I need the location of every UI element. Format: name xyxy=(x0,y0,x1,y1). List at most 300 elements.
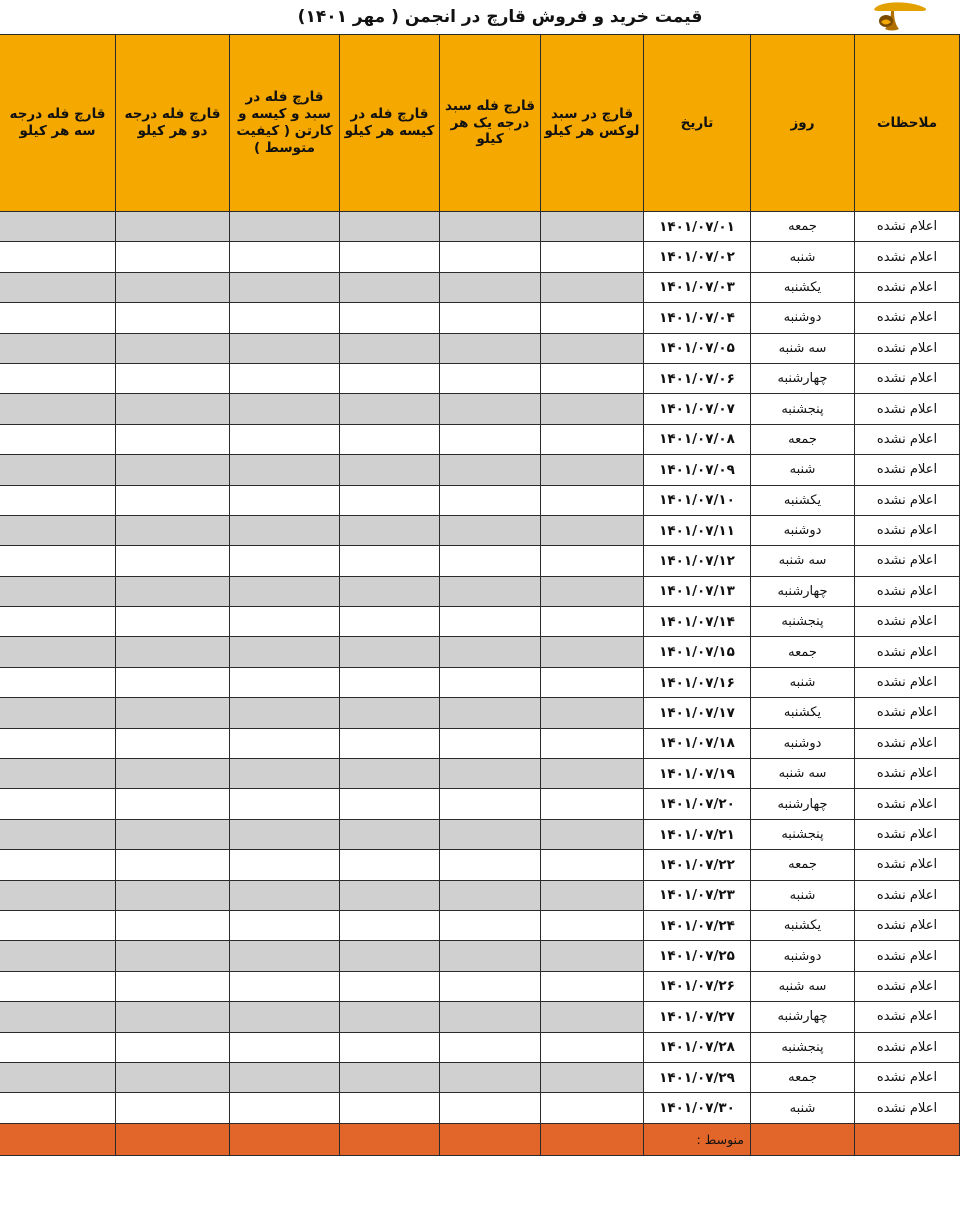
cell-price-luxury-basket xyxy=(541,789,644,819)
cell-price-bulk-grade2 xyxy=(116,424,230,454)
cell-price-bulk-grade3 xyxy=(0,941,116,971)
cell-price-bulk-grade3 xyxy=(0,1032,116,1062)
footer-cell-bulk-grade3 xyxy=(0,1123,116,1155)
cell-notes: اعلام نشده xyxy=(855,546,960,576)
table-footer xyxy=(0,1123,960,1155)
cell-price-bulk-grade3 xyxy=(0,667,116,697)
cell-price-bulk-grade2 xyxy=(116,485,230,515)
cell-price-bulk-grade2 xyxy=(116,667,230,697)
cell-price-bulk-grade2 xyxy=(116,850,230,880)
cell-notes: اعلام نشده xyxy=(855,1032,960,1062)
cell-day: جمعه xyxy=(751,424,855,454)
cell-price-bulk-grade3 xyxy=(0,637,116,667)
table-row xyxy=(0,212,960,242)
cell-day: چهارشنبه xyxy=(751,1002,855,1032)
cell-notes: اعلام نشده xyxy=(855,667,960,697)
cell-price-bulk-grade2 xyxy=(116,242,230,272)
cell-price-bulk-grade3 xyxy=(0,424,116,454)
cell-day: دوشنبه xyxy=(751,728,855,758)
cell-date: ۱۴۰۱/۰۷/۰۸ xyxy=(644,424,751,454)
cell-price-bulk-basket-bag-carton xyxy=(230,303,340,333)
cell-price-bulk-basket-bag-carton xyxy=(230,455,340,485)
cell-day: یکشنبه xyxy=(751,272,855,302)
cell-day: یکشنبه xyxy=(751,698,855,728)
cell-price-luxury-basket xyxy=(541,455,644,485)
cell-price-bulk-grade3 xyxy=(0,759,116,789)
cell-day: پنجشنبه xyxy=(751,607,855,637)
cell-day: شنبه xyxy=(751,667,855,697)
cell-price-bulk-basket-grade1 xyxy=(440,880,541,910)
cell-notes: اعلام نشده xyxy=(855,789,960,819)
cell-price-bulk-basket-grade1 xyxy=(440,1062,541,1092)
table-row xyxy=(0,363,960,393)
cell-price-bulk-grade3 xyxy=(0,546,116,576)
cell-price-bulk-bag xyxy=(340,880,440,910)
cell-price-luxury-basket xyxy=(541,971,644,1001)
cell-date: ۱۴۰۱/۰۷/۰۷ xyxy=(644,394,751,424)
cell-price-bulk-bag xyxy=(340,698,440,728)
cell-price-luxury-basket xyxy=(541,576,644,606)
table-row xyxy=(0,759,960,789)
cell-price-bulk-basket-bag-carton xyxy=(230,212,340,242)
cell-price-bulk-grade2 xyxy=(116,759,230,789)
cell-notes: اعلام نشده xyxy=(855,728,960,758)
cell-price-bulk-basket-bag-carton xyxy=(230,880,340,910)
cell-price-bulk-bag xyxy=(340,728,440,758)
table-row xyxy=(0,455,960,485)
table-row xyxy=(0,667,960,697)
cell-date: ۱۴۰۱/۰۷/۱۰ xyxy=(644,485,751,515)
cell-price-bulk-grade3 xyxy=(0,728,116,758)
average-label: منوسط : xyxy=(644,1123,751,1155)
cell-price-bulk-grade3 xyxy=(0,515,116,545)
cell-price-bulk-bag xyxy=(340,212,440,242)
cell-price-bulk-grade3 xyxy=(0,363,116,393)
cell-price-bulk-basket-grade1 xyxy=(440,607,541,637)
cell-price-bulk-grade3 xyxy=(0,576,116,606)
cell-price-bulk-basket-bag-carton xyxy=(230,515,340,545)
cell-notes: اعلام نشده xyxy=(855,363,960,393)
cell-price-bulk-basket-grade1 xyxy=(440,759,541,789)
table-row xyxy=(0,576,960,606)
cell-price-bulk-grade3 xyxy=(0,394,116,424)
cell-date: ۱۴۰۱/۰۷/۱۶ xyxy=(644,667,751,697)
cell-price-luxury-basket xyxy=(541,1062,644,1092)
table-row xyxy=(0,242,960,272)
cell-price-bulk-grade2 xyxy=(116,1093,230,1123)
footer-cell-notes xyxy=(855,1123,960,1155)
cell-price-luxury-basket xyxy=(541,212,644,242)
cell-price-bulk-basket-bag-carton xyxy=(230,607,340,637)
cell-notes: اعلام نشده xyxy=(855,971,960,1001)
price-table xyxy=(0,34,960,1156)
cell-price-luxury-basket xyxy=(541,759,644,789)
cell-price-bulk-bag xyxy=(340,333,440,363)
cell-price-bulk-basket-grade1 xyxy=(440,272,541,302)
cell-price-bulk-grade2 xyxy=(116,971,230,1001)
table-row xyxy=(0,819,960,849)
cell-day: جمعه xyxy=(751,212,855,242)
cell-price-bulk-basket-bag-carton xyxy=(230,910,340,940)
cell-date: ۱۴۰۱/۰۷/۰۵ xyxy=(644,333,751,363)
table-row xyxy=(0,971,960,1001)
cell-price-luxury-basket xyxy=(541,546,644,576)
cell-date: ۱۴۰۱/۰۷/۳۰ xyxy=(644,1093,751,1123)
cell-price-bulk-bag xyxy=(340,272,440,302)
table-row xyxy=(0,546,960,576)
cell-date: ۱۴۰۱/۰۷/۲۵ xyxy=(644,941,751,971)
cell-price-bulk-basket-grade1 xyxy=(440,667,541,697)
cell-day: پنجشنبه xyxy=(751,394,855,424)
cell-price-bulk-bag xyxy=(340,1002,440,1032)
cell-price-bulk-bag xyxy=(340,759,440,789)
cell-price-bulk-grade3 xyxy=(0,1002,116,1032)
cell-price-bulk-basket-grade1 xyxy=(440,515,541,545)
cell-price-bulk-basket-bag-carton xyxy=(230,728,340,758)
cell-price-bulk-grade3 xyxy=(0,272,116,302)
cell-price-luxury-basket xyxy=(541,880,644,910)
cell-date: ۱۴۰۱/۰۷/۰۶ xyxy=(644,363,751,393)
cell-price-bulk-basket-bag-carton xyxy=(230,576,340,606)
cell-price-bulk-grade3 xyxy=(0,819,116,849)
cell-price-bulk-basket-grade1 xyxy=(440,394,541,424)
cell-day: شنبه xyxy=(751,455,855,485)
cell-price-bulk-bag xyxy=(340,576,440,606)
cell-price-bulk-basket-grade1 xyxy=(440,485,541,515)
cell-price-bulk-basket-grade1 xyxy=(440,455,541,485)
table-header-row xyxy=(0,35,960,212)
cell-day: چهارشنبه xyxy=(751,789,855,819)
cell-date: ۱۴۰۱/۰۷/۰۹ xyxy=(644,455,751,485)
cell-price-bulk-bag xyxy=(340,303,440,333)
cell-day: یکشنبه xyxy=(751,910,855,940)
cell-price-bulk-grade2 xyxy=(116,272,230,302)
cell-price-bulk-basket-grade1 xyxy=(440,789,541,819)
cell-price-bulk-bag xyxy=(340,1032,440,1062)
cell-notes: اعلام نشده xyxy=(855,212,960,242)
cell-day: سه شنبه xyxy=(751,971,855,1001)
cell-notes: اعلام نشده xyxy=(855,515,960,545)
cell-price-bulk-grade2 xyxy=(116,819,230,849)
cell-price-bulk-bag xyxy=(340,819,440,849)
cell-price-bulk-bag xyxy=(340,637,440,667)
table-row xyxy=(0,850,960,880)
cell-notes: اعلام نشده xyxy=(855,485,960,515)
cell-notes: اعلام نشده xyxy=(855,272,960,302)
cell-price-bulk-basket-bag-carton xyxy=(230,667,340,697)
cell-day: دوشنبه xyxy=(751,941,855,971)
table-row xyxy=(0,880,960,910)
cell-price-bulk-basket-bag-carton xyxy=(230,1062,340,1092)
cell-price-bulk-bag xyxy=(340,515,440,545)
cell-price-bulk-basket-bag-carton xyxy=(230,941,340,971)
cell-date: ۱۴۰۱/۰۷/۲۰ xyxy=(644,789,751,819)
cell-price-luxury-basket xyxy=(541,424,644,454)
cell-price-bulk-grade3 xyxy=(0,303,116,333)
cell-price-bulk-basket-bag-carton xyxy=(230,1002,340,1032)
cell-price-bulk-grade2 xyxy=(116,303,230,333)
table-row xyxy=(0,1032,960,1062)
column-header-bulk-grade3: قارچ فله درجه سه هر کیلو xyxy=(0,35,116,212)
cell-notes: اعلام نشده xyxy=(855,880,960,910)
cell-price-bulk-basket-bag-carton xyxy=(230,485,340,515)
cell-price-bulk-basket-bag-carton xyxy=(230,759,340,789)
cell-price-bulk-grade3 xyxy=(0,880,116,910)
cell-date: ۱۴۰۱/۰۷/۱۵ xyxy=(644,637,751,667)
cell-notes: اعلام نشده xyxy=(855,455,960,485)
cell-price-luxury-basket xyxy=(541,394,644,424)
cell-price-bulk-grade2 xyxy=(116,212,230,242)
cell-date: ۱۴۰۱/۰۷/۰۲ xyxy=(644,242,751,272)
cell-price-luxury-basket xyxy=(541,242,644,272)
cell-price-bulk-basket-bag-carton xyxy=(230,546,340,576)
cell-price-luxury-basket xyxy=(541,667,644,697)
cell-date: ۱۴۰۱/۰۷/۱۹ xyxy=(644,759,751,789)
cell-price-bulk-basket-bag-carton xyxy=(230,363,340,393)
cell-notes: اعلام نشده xyxy=(855,941,960,971)
cell-price-bulk-grade3 xyxy=(0,850,116,880)
cell-price-bulk-bag xyxy=(340,607,440,637)
cell-date: ۱۴۰۱/۰۷/۱۱ xyxy=(644,515,751,545)
cell-day: پنجشنبه xyxy=(751,1032,855,1062)
cell-price-bulk-grade2 xyxy=(116,515,230,545)
cell-price-bulk-grade3 xyxy=(0,1062,116,1092)
cell-date: ۱۴۰۱/۰۷/۲۶ xyxy=(644,971,751,1001)
cell-notes: اعلام نشده xyxy=(855,424,960,454)
cell-price-bulk-basket-grade1 xyxy=(440,971,541,1001)
cell-day: دوشنبه xyxy=(751,303,855,333)
cell-notes: اعلام نشده xyxy=(855,910,960,940)
cell-price-bulk-grade2 xyxy=(116,941,230,971)
cell-date: ۱۴۰۱/۰۷/۰۳ xyxy=(644,272,751,302)
cell-date: ۱۴۰۱/۰۷/۱۴ xyxy=(644,607,751,637)
cell-price-bulk-basket-grade1 xyxy=(440,850,541,880)
cell-price-bulk-grade2 xyxy=(116,637,230,667)
column-header-day: روز xyxy=(751,35,855,212)
column-header-notes: ملاحظات xyxy=(855,35,960,212)
cell-date: ۱۴۰۱/۰۷/۲۹ xyxy=(644,1062,751,1092)
average-row xyxy=(0,1123,960,1155)
cell-price-bulk-grade3 xyxy=(0,455,116,485)
cell-price-bulk-grade2 xyxy=(116,1062,230,1092)
cell-price-luxury-basket xyxy=(541,941,644,971)
column-header-bulk-bag: قارچ فله در کیسه هر کیلو xyxy=(340,35,440,212)
column-header-bulk-basket-bag-carton: قارچ فله در سبد و کیسه و کارتن ( کیفیت متوسط ) xyxy=(230,35,340,212)
table-row xyxy=(0,515,960,545)
cell-price-bulk-basket-grade1 xyxy=(440,1002,541,1032)
cell-price-luxury-basket xyxy=(541,303,644,333)
cell-price-luxury-basket xyxy=(541,607,644,637)
cell-price-bulk-grade3 xyxy=(0,971,116,1001)
cell-price-bulk-basket-bag-carton xyxy=(230,1032,340,1062)
cell-price-bulk-basket-grade1 xyxy=(440,819,541,849)
cell-price-bulk-basket-bag-carton xyxy=(230,272,340,302)
cell-price-bulk-basket-grade1 xyxy=(440,1032,541,1062)
cell-notes: اعلام نشده xyxy=(855,333,960,363)
table-row xyxy=(0,1002,960,1032)
cell-notes: اعلام نشده xyxy=(855,759,960,789)
cell-price-bulk-basket-bag-carton xyxy=(230,394,340,424)
cell-date: ۱۴۰۱/۰۷/۰۱ xyxy=(644,212,751,242)
cell-day: چهارشنبه xyxy=(751,363,855,393)
cell-price-luxury-basket xyxy=(541,728,644,758)
cell-price-luxury-basket xyxy=(541,485,644,515)
cell-notes: اعلام نشده xyxy=(855,242,960,272)
cell-price-bulk-grade3 xyxy=(0,242,116,272)
cell-date: ۱۴۰۱/۰۷/۱۲ xyxy=(644,546,751,576)
column-header-bulk-grade2: قارچ فله درجه دو هر کیلو xyxy=(116,35,230,212)
cell-price-luxury-basket xyxy=(541,698,644,728)
cell-price-bulk-bag xyxy=(340,971,440,1001)
cell-price-bulk-grade3 xyxy=(0,212,116,242)
cell-price-bulk-basket-bag-carton xyxy=(230,242,340,272)
cell-price-bulk-basket-grade1 xyxy=(440,576,541,606)
cell-price-bulk-grade2 xyxy=(116,546,230,576)
cell-price-luxury-basket xyxy=(541,333,644,363)
cell-notes: اعلام نشده xyxy=(855,819,960,849)
cell-day: شنبه xyxy=(751,1093,855,1123)
cell-day: پنجشنبه xyxy=(751,819,855,849)
cell-price-bulk-grade2 xyxy=(116,910,230,940)
cell-day: دوشنبه xyxy=(751,515,855,545)
cell-price-bulk-grade3 xyxy=(0,910,116,940)
cell-notes: اعلام نشده xyxy=(855,1093,960,1123)
cell-date: ۱۴۰۱/۰۷/۲۲ xyxy=(644,850,751,880)
cell-notes: اعلام نشده xyxy=(855,607,960,637)
table-row xyxy=(0,698,960,728)
cell-price-bulk-basket-bag-carton xyxy=(230,789,340,819)
cell-price-bulk-bag xyxy=(340,242,440,272)
cell-price-bulk-bag xyxy=(340,394,440,424)
cell-day: سه شنبه xyxy=(751,333,855,363)
cell-day: جمعه xyxy=(751,637,855,667)
cell-date: ۱۴۰۱/۰۷/۲۴ xyxy=(644,910,751,940)
cell-notes: اعلام نشده xyxy=(855,698,960,728)
cell-day: جمعه xyxy=(751,1062,855,1092)
document-title-bar xyxy=(0,0,960,34)
cell-price-bulk-basket-bag-carton xyxy=(230,819,340,849)
cell-price-bulk-grade3 xyxy=(0,485,116,515)
cell-price-bulk-bag xyxy=(340,485,440,515)
page-title: قیمت خرید و فروش قارچ در انجمن ( مهر ۱۴۰۱) xyxy=(297,7,703,27)
cell-price-bulk-grade2 xyxy=(116,1002,230,1032)
column-header-luxury-basket: قارچ در سبد لوکس هر کیلو xyxy=(541,35,644,212)
cell-date: ۱۴۰۱/۰۷/۱۷ xyxy=(644,698,751,728)
cell-price-bulk-basket-grade1 xyxy=(440,698,541,728)
footer-cell-bulk-grade2 xyxy=(116,1123,230,1155)
cell-price-luxury-basket xyxy=(541,910,644,940)
cell-notes: اعلام نشده xyxy=(855,394,960,424)
cell-price-luxury-basket xyxy=(541,819,644,849)
cell-price-luxury-basket xyxy=(541,637,644,667)
cell-date: ۱۴۰۱/۰۷/۲۷ xyxy=(644,1002,751,1032)
cell-date: ۱۴۰۱/۰۷/۲۸ xyxy=(644,1032,751,1062)
cell-price-bulk-basket-grade1 xyxy=(440,637,541,667)
cell-price-bulk-bag xyxy=(340,850,440,880)
column-header-date: تاریخ xyxy=(644,35,751,212)
cell-price-bulk-grade2 xyxy=(116,1032,230,1062)
cell-price-bulk-basket-bag-carton xyxy=(230,971,340,1001)
cell-price-bulk-grade3 xyxy=(0,1093,116,1123)
cell-notes: اعلام نشده xyxy=(855,303,960,333)
table-row xyxy=(0,941,960,971)
cell-price-bulk-basket-grade1 xyxy=(440,242,541,272)
cell-day: سه شنبه xyxy=(751,546,855,576)
cell-price-bulk-grade2 xyxy=(116,455,230,485)
cell-date: ۱۴۰۱/۰۷/۰۴ xyxy=(644,303,751,333)
cell-price-bulk-bag xyxy=(340,910,440,940)
cell-notes: اعلام نشده xyxy=(855,1062,960,1092)
cell-price-bulk-grade2 xyxy=(116,576,230,606)
cell-price-bulk-basket-grade1 xyxy=(440,1093,541,1123)
cell-price-luxury-basket xyxy=(541,850,644,880)
cell-price-bulk-basket-bag-carton xyxy=(230,698,340,728)
cell-price-bulk-grade3 xyxy=(0,607,116,637)
cell-price-luxury-basket xyxy=(541,1032,644,1062)
cell-price-bulk-grade2 xyxy=(116,880,230,910)
cell-price-bulk-bag xyxy=(340,455,440,485)
cell-price-bulk-basket-grade1 xyxy=(440,941,541,971)
cell-price-bulk-bag xyxy=(340,1093,440,1123)
footer-cell-bulk-bag xyxy=(340,1123,440,1155)
cell-price-bulk-grade2 xyxy=(116,728,230,758)
cell-price-luxury-basket xyxy=(541,1002,644,1032)
table-row xyxy=(0,303,960,333)
cell-price-bulk-basket-bag-carton xyxy=(230,1093,340,1123)
cell-price-bulk-grade3 xyxy=(0,698,116,728)
cell-price-bulk-basket-grade1 xyxy=(440,363,541,393)
mushroom-association-logo xyxy=(866,2,952,32)
cell-notes: اعلام نشده xyxy=(855,637,960,667)
cell-date: ۱۴۰۱/۰۷/۲۳ xyxy=(644,880,751,910)
cell-day: شنبه xyxy=(751,880,855,910)
cell-price-luxury-basket xyxy=(541,272,644,302)
cell-notes: اعلام نشده xyxy=(855,576,960,606)
table-row xyxy=(0,637,960,667)
cell-price-bulk-basket-bag-carton xyxy=(230,637,340,667)
table-row xyxy=(0,394,960,424)
footer-cell-bulk-basket-grade1 xyxy=(440,1123,541,1155)
footer-cell-bulk-basket-bag-carton xyxy=(230,1123,340,1155)
cell-price-bulk-basket-grade1 xyxy=(440,910,541,940)
cell-price-bulk-bag xyxy=(340,941,440,971)
cell-price-bulk-bag xyxy=(340,1062,440,1092)
cell-price-bulk-bag xyxy=(340,424,440,454)
cell-price-bulk-basket-bag-carton xyxy=(230,850,340,880)
cell-price-bulk-grade2 xyxy=(116,363,230,393)
cell-price-bulk-bag xyxy=(340,789,440,819)
cell-day: چهارشنبه xyxy=(751,576,855,606)
table-row xyxy=(0,1093,960,1123)
cell-price-bulk-basket-grade1 xyxy=(440,212,541,242)
cell-price-bulk-basket-grade1 xyxy=(440,728,541,758)
cell-day: سه شنبه xyxy=(751,759,855,789)
table-row xyxy=(0,728,960,758)
cell-date: ۱۴۰۱/۰۷/۱۳ xyxy=(644,576,751,606)
table-body xyxy=(0,212,960,1124)
cell-price-bulk-basket-bag-carton xyxy=(230,424,340,454)
cell-price-bulk-grade2 xyxy=(116,607,230,637)
table-row xyxy=(0,485,960,515)
table-row xyxy=(0,1062,960,1092)
table-header xyxy=(0,35,960,212)
cell-price-bulk-grade2 xyxy=(116,394,230,424)
table-row xyxy=(0,424,960,454)
cell-day: یکشنبه xyxy=(751,485,855,515)
cell-price-bulk-basket-bag-carton xyxy=(230,333,340,363)
cell-price-bulk-bag xyxy=(340,363,440,393)
table-row xyxy=(0,910,960,940)
